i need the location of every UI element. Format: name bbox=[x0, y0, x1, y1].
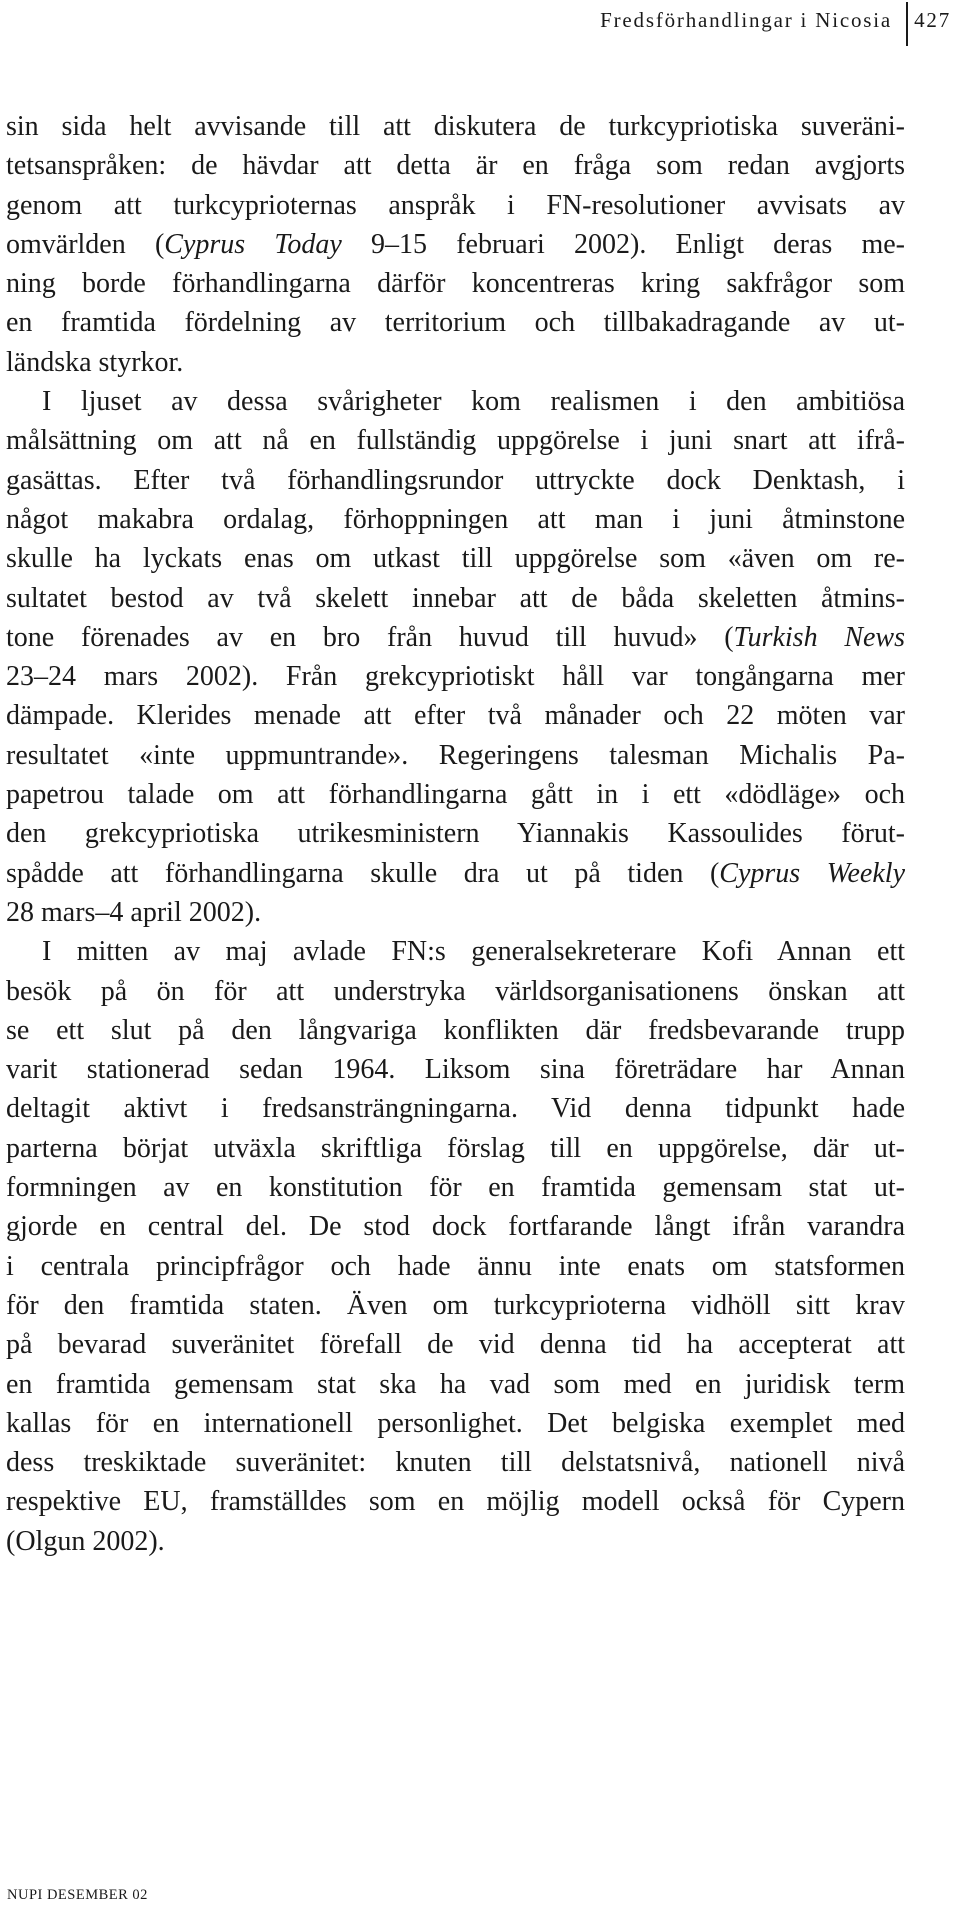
text-run: parterna börjat utväxla skriftliga förslag till en uppgörelse, där ut- bbox=[6, 1132, 905, 1164]
text-line bbox=[6, 539, 905, 578]
text-run: (Olgun 2002). bbox=[6, 1525, 165, 1557]
text-line bbox=[6, 696, 905, 735]
text-run: besök på ön för att understryka världsorganisationens önskan att bbox=[6, 975, 905, 1007]
text-run: dämpade. Klerides menade att efter två månader och 22 möten var bbox=[6, 700, 905, 732]
text-run: kallas för en internationell personlighet. Det belgiska exemplet med bbox=[6, 1407, 905, 1439]
text-line bbox=[6, 736, 905, 775]
text-run: se ett slut på den långvariga konflikten där fredsbevarande trupp bbox=[6, 1014, 905, 1046]
text-line bbox=[6, 303, 905, 342]
text-line bbox=[6, 1482, 905, 1521]
text-run: något makabra ordalag, förhoppningen att man i juni åtminstone bbox=[6, 503, 905, 535]
text-run: papetrou talade om att förhandlingarna gått in i ett «dödläge» och bbox=[6, 779, 905, 811]
text-run: omvärlden ( bbox=[6, 228, 165, 260]
text-line bbox=[6, 107, 905, 146]
page-footer: NUPI DESEMBER 02 bbox=[7, 1887, 148, 1903]
text-line bbox=[6, 775, 905, 814]
text-run: på bevarad suveränitet förefall de vid denna tid ha accepterat att bbox=[6, 1329, 905, 1361]
text-run: i centrala principfrågor och hade ännu inte enats om statsformen bbox=[6, 1250, 905, 1282]
text-run: I mitten av maj avlade FN:s generalsekreterare Kofi Annan ett bbox=[42, 936, 905, 968]
text-run: spådde att förhandlingarna skulle dra ut på tiden ( bbox=[6, 857, 720, 889]
text-run: 9–15 februari 2002). Enligt deras me- bbox=[341, 228, 905, 260]
text-line bbox=[6, 972, 905, 1011]
text-line bbox=[6, 461, 905, 500]
italic-citation: Cyprus Weekly bbox=[719, 857, 905, 889]
text-line bbox=[6, 1404, 905, 1443]
text-run: en framtida gemensam stat ska ha vad som med en juridisk term bbox=[6, 1368, 905, 1400]
text-line bbox=[6, 186, 905, 225]
text-run: en framtida fördelning av territorium och tillbakadragande av ut- bbox=[6, 307, 905, 339]
text-run: målsättning om att nå en fullständig uppgörelse i juni snart att ifrå- bbox=[6, 425, 905, 457]
paragraph bbox=[6, 932, 905, 1561]
text-line bbox=[6, 225, 905, 264]
italic-citation: Turkish News bbox=[733, 621, 906, 653]
text-line bbox=[6, 1325, 905, 1364]
text-line bbox=[6, 893, 905, 932]
paragraph bbox=[6, 382, 905, 932]
text-run: 28 mars–4 april 2002). bbox=[6, 896, 262, 928]
text-run: ning borde förhandlingarna därför koncentreras kring sakfrågor som bbox=[6, 268, 905, 300]
text-line bbox=[6, 1365, 905, 1404]
text-run: deltagit aktivt i fredsansträngningarna. Vid denna tidpunkt hade bbox=[6, 1093, 905, 1125]
text-run: för den framtida staten. Även om turkcyprioterna vidhöll sitt krav bbox=[6, 1289, 905, 1321]
header-divider bbox=[906, 2, 908, 46]
text-run: sin sida helt avvisande till att diskutera de turkcypriotiska suveräni- bbox=[6, 111, 905, 142]
text-run: ländska styrkor. bbox=[6, 346, 184, 378]
text-line bbox=[6, 1089, 905, 1128]
body-text bbox=[6, 107, 905, 1561]
text-line bbox=[6, 343, 905, 382]
text-run: gasättas. Efter två förhandlingsrundor uttryckte dock Denktash, i bbox=[6, 464, 905, 496]
text-line bbox=[6, 657, 905, 696]
page-header bbox=[0, 0, 960, 48]
text-line bbox=[6, 1050, 905, 1089]
text-run: varit stationerad sedan 1964. Liksom sina företrädare har Annan bbox=[6, 1054, 905, 1086]
text-run: I ljuset av dessa svårigheter kom realismen i den ambitiösa bbox=[42, 386, 905, 418]
running-head: Fredsförhandlingar i Nicosia bbox=[600, 8, 892, 32]
text-line bbox=[6, 814, 905, 853]
text-line bbox=[6, 1247, 905, 1286]
text-line bbox=[6, 932, 905, 971]
text-line bbox=[6, 421, 905, 460]
text-line bbox=[6, 1129, 905, 1168]
text-run: formningen av en konstitution för en framtida gemensam stat ut- bbox=[6, 1172, 905, 1204]
paragraph bbox=[6, 107, 905, 382]
text-run: dess treskiktade suveränitet: knuten till delstatsnivå, nationell nivå bbox=[6, 1447, 905, 1479]
text-line bbox=[6, 1443, 905, 1482]
text-run: gjorde en central del. De stod dock fortfarande långt ifrån varandra bbox=[6, 1211, 905, 1243]
text-line bbox=[6, 500, 905, 539]
italic-citation: Cyprus Today bbox=[164, 228, 342, 260]
text-line bbox=[6, 1522, 905, 1561]
text-line bbox=[6, 579, 905, 618]
text-run: tone förenades av en bro från huvud till huvud» ( bbox=[6, 621, 734, 653]
text-line bbox=[6, 382, 905, 421]
text-run: genom att turkcyprioternas anspråk i FN-resolutioner avvisats av bbox=[6, 189, 905, 221]
text-run: 23–24 mars 2002). Från grekcypriotiskt håll var tongångarna mer bbox=[6, 661, 905, 693]
text-line bbox=[6, 1168, 905, 1207]
text-line bbox=[6, 146, 905, 185]
page-number: 427 bbox=[914, 8, 951, 32]
text-run: sultatet bestod av två skelett innebar att de båda skeletten åtmins- bbox=[6, 582, 905, 614]
text-line bbox=[6, 854, 905, 893]
text-run: den grekcypriotiska utrikesministern Yiannakis Kassoulides förut- bbox=[6, 818, 905, 850]
text-run: skulle ha lyckats enas om utkast till uppgörelse som «även om re- bbox=[6, 543, 905, 575]
text-run: resultatet «inte uppmuntrande». Regeringens talesman Michalis Pa- bbox=[6, 739, 905, 771]
text-line bbox=[6, 1207, 905, 1246]
text-run: respektive EU, framställdes som en möjlig modell också för Cypern bbox=[6, 1486, 905, 1518]
text-line bbox=[6, 1011, 905, 1050]
text-line bbox=[6, 264, 905, 303]
text-line bbox=[6, 1286, 905, 1325]
text-run: tetsanspråken: de hävdar att detta är en fråga som redan avgjorts bbox=[6, 150, 905, 182]
text-line bbox=[6, 618, 905, 657]
